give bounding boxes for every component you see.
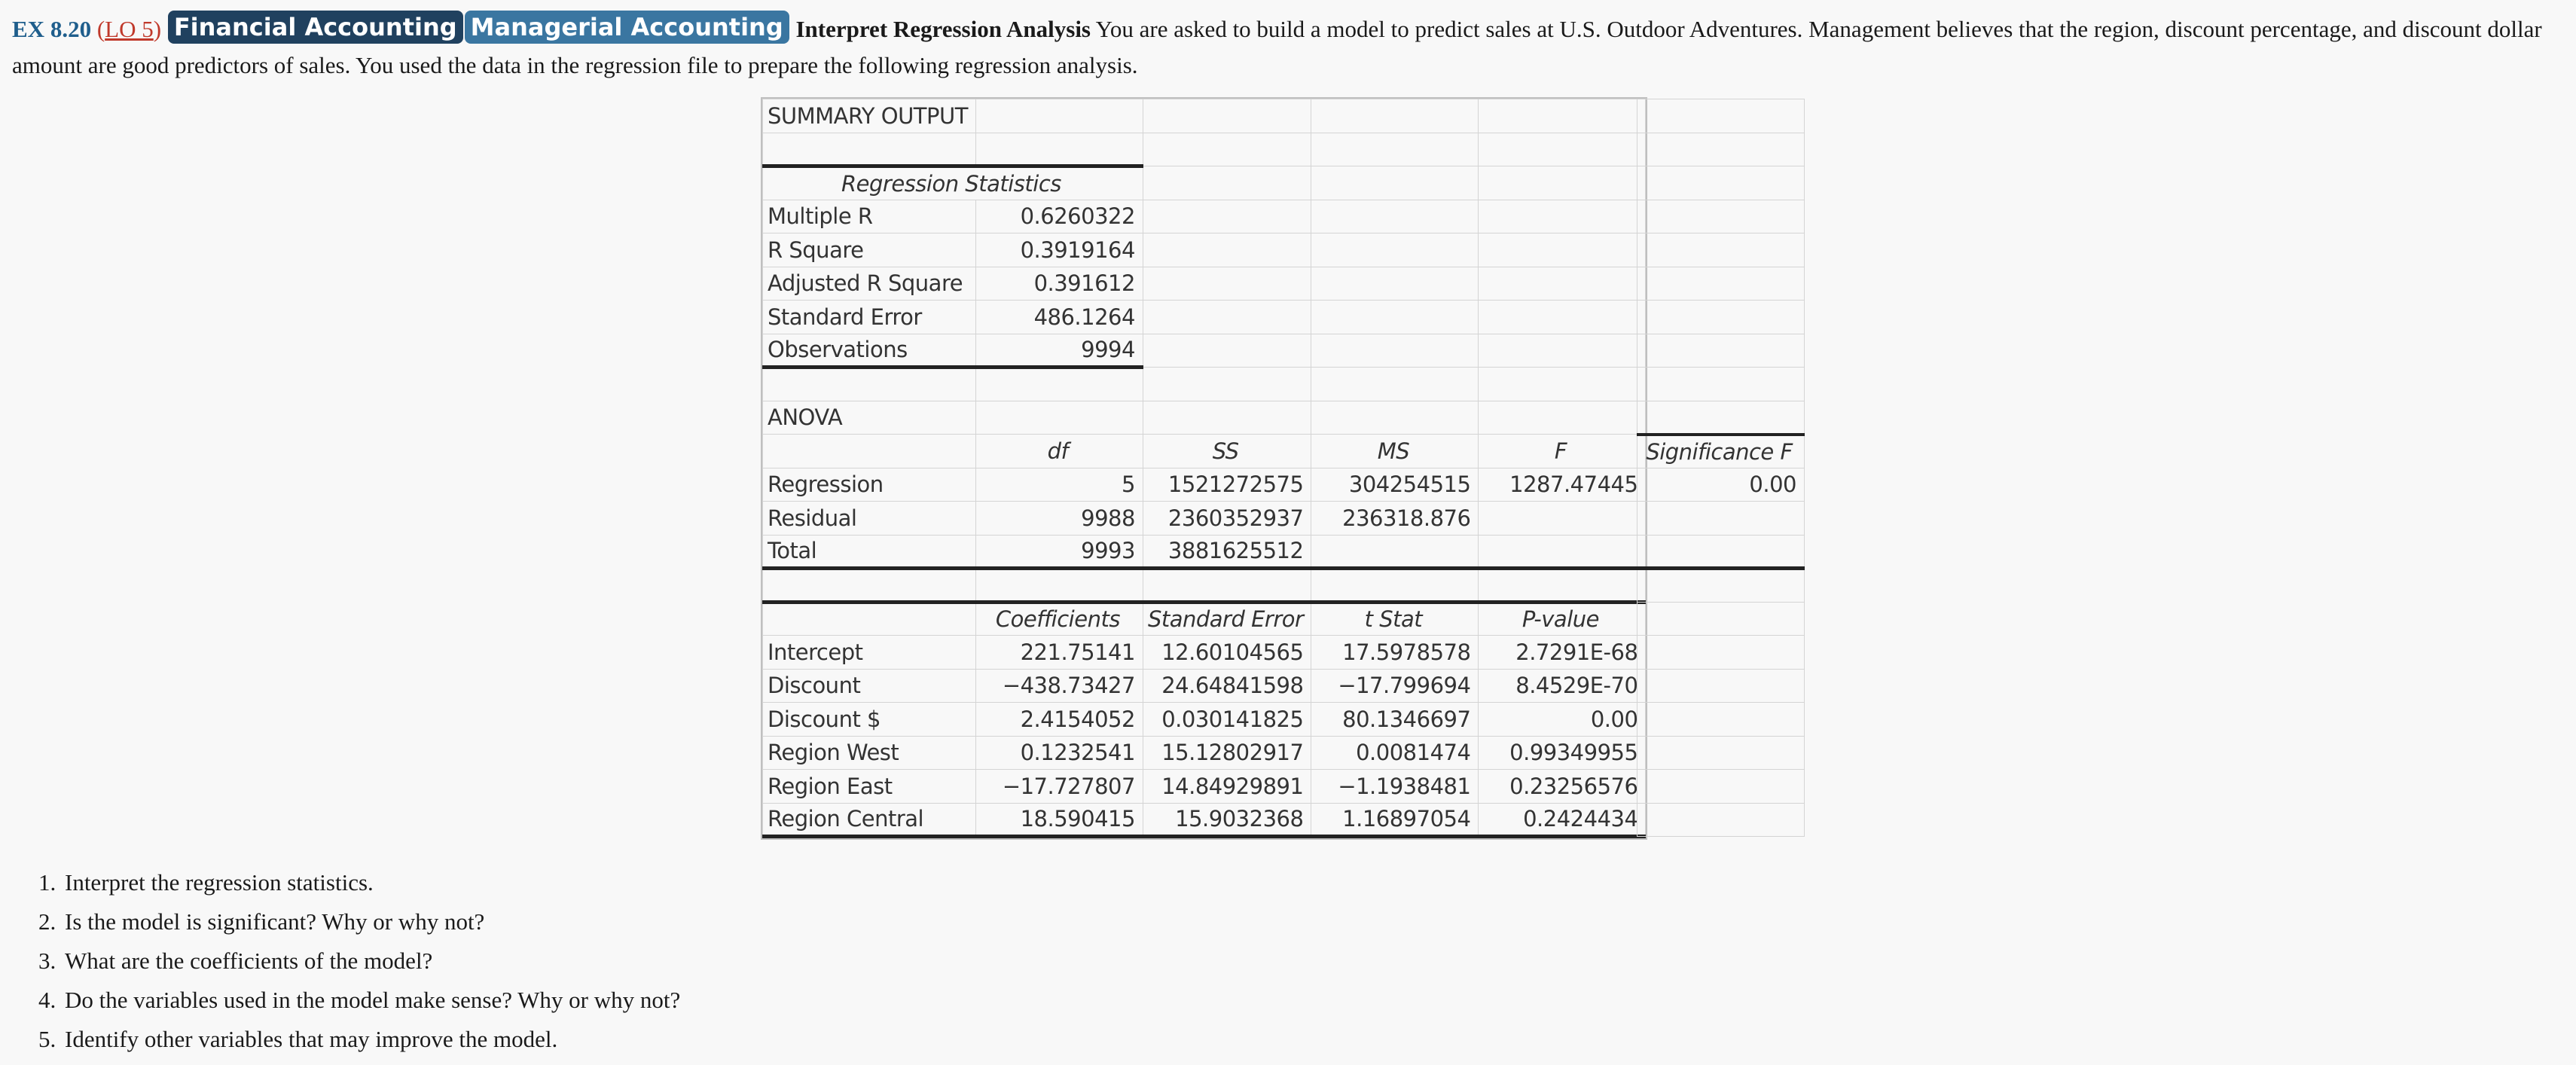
financial-accounting-badge: Financial Accounting <box>168 11 463 44</box>
coef-row-label: Region West <box>763 736 976 770</box>
anova-heading: ANOVA <box>763 401 976 435</box>
anova-col-header: SS <box>1143 435 1311 468</box>
anova-row-label: Total <box>763 535 976 569</box>
coef-cell: 8.4529E-70 <box>1479 669 1646 703</box>
question-item: 1. Interpret the regression statistics. <box>62 863 680 902</box>
stat-value: 9994 <box>975 334 1143 368</box>
coef-cell: 0.2424434 <box>1479 803 1646 837</box>
anova-col-header: MS <box>1311 435 1479 468</box>
exercise-title: Interpret Regression Analysis <box>795 16 1091 42</box>
anova-cell: 236318.876 <box>1311 502 1479 536</box>
coef-cell: 12.60104565 <box>1143 636 1311 670</box>
question-item: 2. Is the model is significant? Why or why not? <box>62 902 680 941</box>
exercise-intro <box>12 11 2565 84</box>
coef-row-label: Intercept <box>763 636 976 670</box>
regression-statistics-heading: Regression Statistics <box>763 166 1143 200</box>
anova-cell: 0.00 <box>1637 468 1805 502</box>
anova-col-header: df <box>975 435 1143 468</box>
coef-cell: 0.99349955 <box>1479 736 1646 770</box>
questions-list <box>11 863 680 1059</box>
coef-cell: 0.00 <box>1479 703 1646 737</box>
coef-cell: 15.9032368 <box>1143 803 1311 837</box>
coef-col-header: P-value <box>1479 602 1646 636</box>
significance-f-column <box>1637 99 1805 837</box>
stat-label: Observations <box>763 334 976 368</box>
coef-col-header: Coefficients <box>975 602 1143 636</box>
coef-cell: −17.799694 <box>1311 669 1479 703</box>
exercise-number: EX 8.20 <box>12 16 92 42</box>
question-item: 5. Identify other variables that may improve the model. <box>62 1020 680 1059</box>
coef-cell: 0.1232541 <box>975 736 1143 770</box>
coef-col-header: Standard Error <box>1143 602 1311 636</box>
anova-cell: 304254515 <box>1311 468 1479 502</box>
coef-cell: 80.1346697 <box>1311 703 1479 737</box>
stat-value: 0.3919164 <box>975 233 1143 267</box>
anova-cell: 5 <box>975 468 1143 502</box>
stat-label: R Square <box>763 233 976 267</box>
coef-row-label: Region East <box>763 770 976 804</box>
coef-cell: −17.727807 <box>975 770 1143 804</box>
coef-row-label: Discount <box>763 669 976 703</box>
coef-cell: 0.0081474 <box>1311 736 1479 770</box>
exercise-body: You are asked to build a model to predict sales at U.S. Outdoor Adventures. Management believes that the region, discount percentage, and discount dollar amount are good predictors of sales. You used the data in the regression file to prepare the following regression analysis. <box>12 16 2542 78</box>
anova-row-label: Regression <box>763 468 976 502</box>
coef-cell: 18.590415 <box>975 803 1143 837</box>
stat-label: Standard Error <box>763 301 976 334</box>
anova-cell: 1521272575 <box>1143 468 1311 502</box>
anova-cell: 3881625512 <box>1143 535 1311 569</box>
coef-cell: 0.23256576 <box>1479 770 1646 804</box>
stat-label: Adjusted R Square <box>763 267 976 301</box>
anova-cell: 9988 <box>975 502 1143 536</box>
coef-cell: 15.12802917 <box>1143 736 1311 770</box>
anova-col-header: F <box>1479 435 1646 468</box>
question-item: 3. What are the coefficients of the model? <box>62 941 680 981</box>
anova-cell: 2360352937 <box>1143 502 1311 536</box>
coef-cell: 2.7291E-68 <box>1479 636 1646 670</box>
regression-output-table <box>762 99 1646 838</box>
learning-objective-link[interactable]: LO 5 <box>105 16 154 42</box>
stat-label: Multiple R <box>763 200 976 233</box>
coef-cell: 14.84929891 <box>1143 770 1311 804</box>
anova-cell: 9993 <box>975 535 1143 569</box>
stat-value: 0.6260322 <box>975 200 1143 233</box>
managerial-accounting-badge: Managerial Accounting <box>465 11 789 44</box>
lo-close-paren: ) <box>153 16 162 42</box>
coef-cell: 1.16897054 <box>1311 803 1479 837</box>
coef-cell: −438.73427 <box>975 669 1143 703</box>
coef-cell: 2.4154052 <box>975 703 1143 737</box>
coef-cell: −1.1938481 <box>1311 770 1479 804</box>
coef-col-header: t Stat <box>1311 602 1479 636</box>
summary-output-title: SUMMARY OUTPUT <box>763 99 976 133</box>
stat-value: 486.1264 <box>975 301 1143 334</box>
coef-cell: 17.5978578 <box>1311 636 1479 670</box>
anova-cell: 1287.47445 <box>1479 468 1646 502</box>
coef-cell: 221.75141 <box>975 636 1143 670</box>
coef-row-label: Region Central <box>763 803 976 837</box>
coef-cell: 0.030141825 <box>1143 703 1311 737</box>
stat-value: 0.391612 <box>975 267 1143 301</box>
question-item: 4. Do the variables used in the model make sense? Why or why not? <box>62 981 680 1020</box>
coef-cell: 24.64841598 <box>1143 669 1311 703</box>
anova-row-label: Residual <box>763 502 976 536</box>
coef-row-label: Discount $ <box>763 703 976 737</box>
anova-col-header: Significance F <box>1637 435 1805 468</box>
lo-open-paren: ( <box>96 16 105 42</box>
